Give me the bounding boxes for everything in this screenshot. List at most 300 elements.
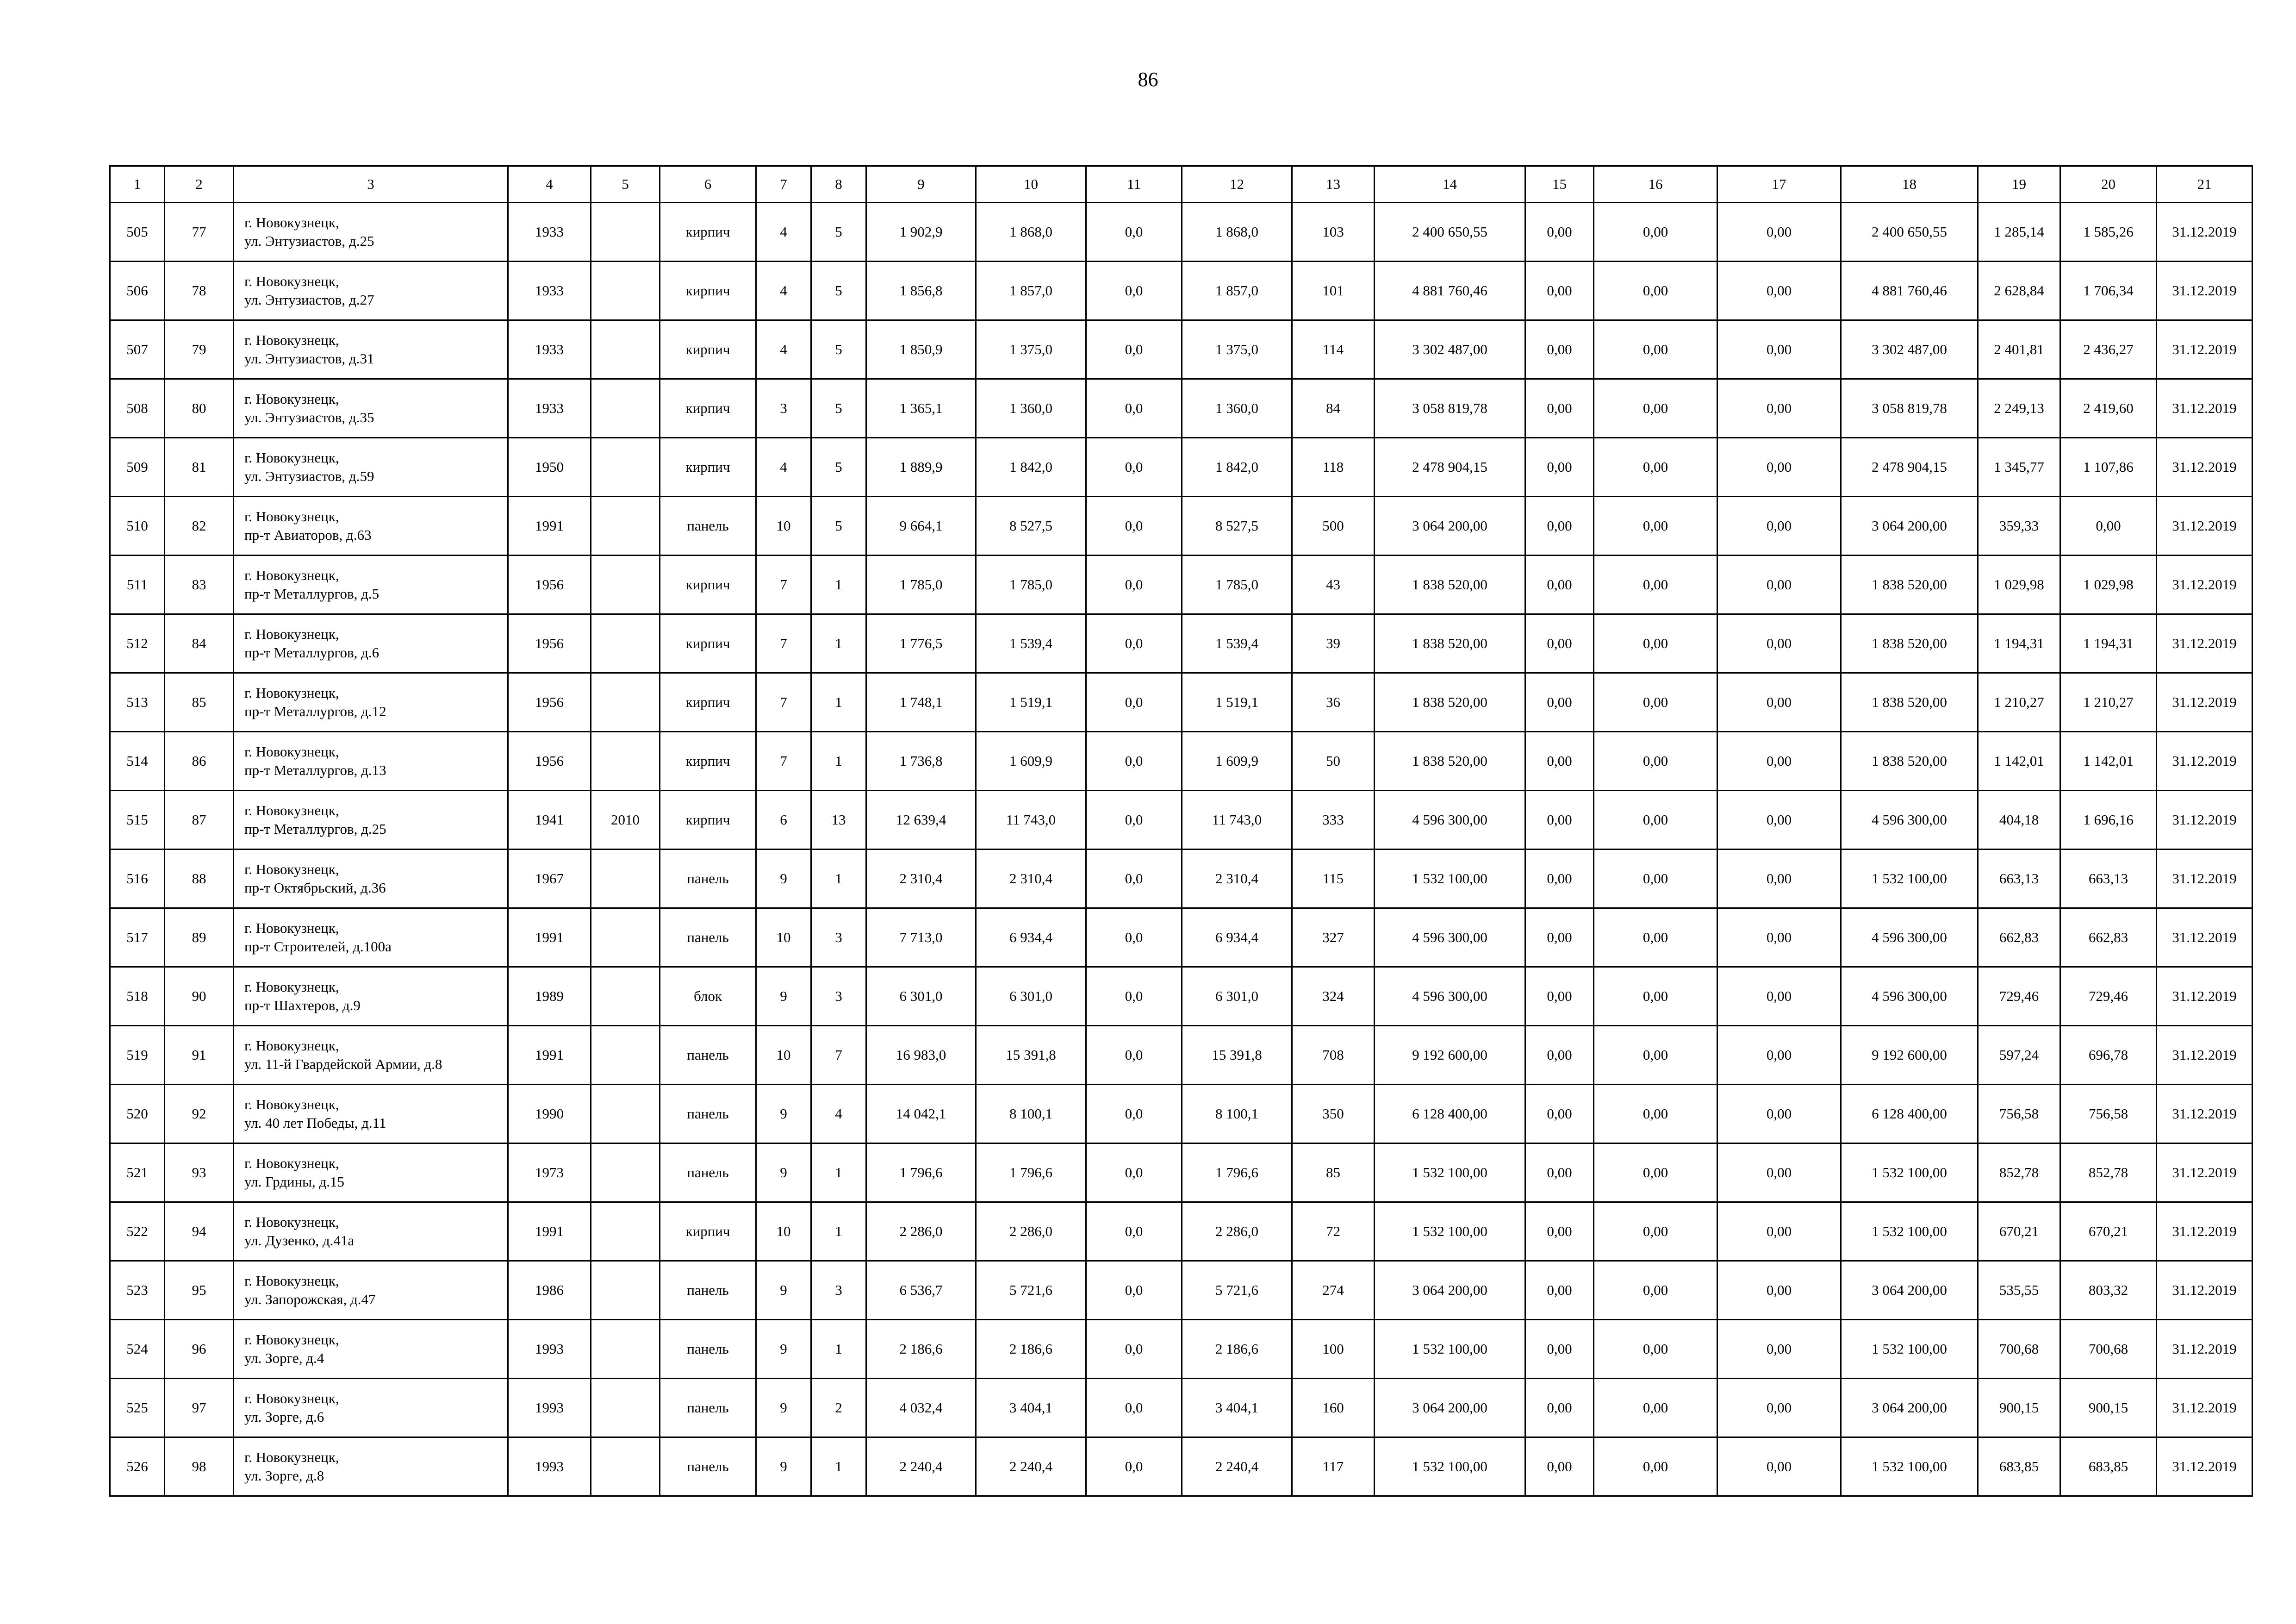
table-cell: 8 527,5 xyxy=(1182,497,1292,556)
table-cell: 0,00 xyxy=(1717,1143,1841,1202)
table-cell: 1 539,4 xyxy=(1182,614,1292,673)
address-city: г. Новокузнецк, xyxy=(244,214,339,231)
table-cell: 95 xyxy=(165,1261,234,1320)
table-cell: 0,00 xyxy=(1525,1320,1594,1379)
table-cell: кирпич xyxy=(660,614,756,673)
table-cell: 333 xyxy=(1292,791,1375,849)
table-cell: 9 192 600,00 xyxy=(1841,1026,1978,1085)
table-cell: 1 585,26 xyxy=(2060,203,2157,262)
table-cell: 1 796,6 xyxy=(1182,1143,1292,1202)
address-cell xyxy=(234,908,508,967)
table-cell: 31.12.2019 xyxy=(2157,673,2252,732)
address-street: ул. Энтузиастов, д.59 xyxy=(244,468,374,484)
table-cell: 9 664,1 xyxy=(866,497,976,556)
address-street: ул. Энтузиастов, д.35 xyxy=(244,409,374,425)
table-cell: 0,00 xyxy=(1717,614,1841,673)
table-cell: 1 029,98 xyxy=(1978,556,2060,614)
table-cell: 1967 xyxy=(508,849,591,908)
table-cell: 708 xyxy=(1292,1026,1375,1085)
table-cell: 0,00 xyxy=(1525,1261,1594,1320)
table-cell: 4 xyxy=(756,438,811,497)
address-city: г. Новокузнецк, xyxy=(244,626,339,642)
table-cell: 4 881 760,46 xyxy=(1841,262,1978,320)
table-cell: 5 xyxy=(811,497,866,556)
table-cell: 1 532 100,00 xyxy=(1375,849,1525,908)
table-cell: 0,00 xyxy=(1594,849,1717,908)
table-cell: 1 xyxy=(811,556,866,614)
table-cell: блок xyxy=(660,967,756,1026)
table-cell: 0,00 xyxy=(1525,1085,1594,1143)
table-cell: 0,00 xyxy=(1594,732,1717,791)
address-cell xyxy=(234,1320,508,1379)
table-cell: 852,78 xyxy=(1978,1143,2060,1202)
address-city: г. Новокузнецк, xyxy=(244,273,339,289)
table-cell: 12 639,4 xyxy=(866,791,976,849)
column-number-cell: 11 xyxy=(1086,166,1182,203)
table-cell: панель xyxy=(660,497,756,556)
table-cell: 4 596 300,00 xyxy=(1841,967,1978,1026)
table-cell: 81 xyxy=(165,438,234,497)
table-cell: 0,0 xyxy=(1086,203,1182,262)
table-cell: 3 xyxy=(811,967,866,1026)
table-cell: 10 xyxy=(756,1202,811,1261)
table-cell: панель xyxy=(660,1437,756,1496)
table-cell: 900,15 xyxy=(2060,1379,2157,1437)
table-cell: 1 210,27 xyxy=(1978,673,2060,732)
table-cell: кирпич xyxy=(660,262,756,320)
table-cell: 1956 xyxy=(508,673,591,732)
table-cell: 0,00 xyxy=(1594,438,1717,497)
table-cell xyxy=(591,438,660,497)
table-cell: 1 856,8 xyxy=(866,262,976,320)
table-cell: 5 xyxy=(811,203,866,262)
table-cell: 0,00 xyxy=(1594,1379,1717,1437)
table-cell: 31.12.2019 xyxy=(2157,732,2252,791)
table-cell: 500 xyxy=(1292,497,1375,556)
table-cell: 1956 xyxy=(508,614,591,673)
table-cell: 9 xyxy=(756,1320,811,1379)
table-cell: 683,85 xyxy=(2060,1437,2157,1496)
table-cell: 0,0 xyxy=(1086,614,1182,673)
table-cell: 0,00 xyxy=(1525,908,1594,967)
table-cell: 1933 xyxy=(508,203,591,262)
table-cell: 1941 xyxy=(508,791,591,849)
table-row xyxy=(110,203,2252,262)
table-cell: 7 xyxy=(756,556,811,614)
address-street: пр-т Металлургов, д.13 xyxy=(244,762,386,778)
address-cell xyxy=(234,1026,508,1085)
table-cell: 1956 xyxy=(508,732,591,791)
table-cell: 1933 xyxy=(508,379,591,438)
table-cell: 0,00 xyxy=(1594,1143,1717,1202)
table-cell: 1993 xyxy=(508,1379,591,1437)
table-cell: 0,00 xyxy=(1717,262,1841,320)
table-cell: 507 xyxy=(110,320,165,379)
table-cell: 0,00 xyxy=(1525,320,1594,379)
table-cell: 0,00 xyxy=(1717,320,1841,379)
table-cell: кирпич xyxy=(660,556,756,614)
table-cell: 3 058 819,78 xyxy=(1375,379,1525,438)
table-cell: кирпич xyxy=(660,203,756,262)
table-cell: 2 186,6 xyxy=(976,1320,1086,1379)
table-cell: 0,00 xyxy=(1717,1320,1841,1379)
table-cell: 700,68 xyxy=(2060,1320,2157,1379)
table-cell: 1 029,98 xyxy=(2060,556,2157,614)
address-city: г. Новокузнецк, xyxy=(244,979,339,995)
table-cell: 1 519,1 xyxy=(976,673,1086,732)
column-number-cell: 10 xyxy=(976,166,1086,203)
address-city: г. Новокузнецк, xyxy=(244,450,339,466)
table-cell: 2 240,4 xyxy=(866,1437,976,1496)
table-cell: 526 xyxy=(110,1437,165,1496)
table-cell: 15 391,8 xyxy=(1182,1026,1292,1085)
table-cell: 512 xyxy=(110,614,165,673)
table-cell: 662,83 xyxy=(1978,908,2060,967)
table-cell: 1 360,0 xyxy=(1182,379,1292,438)
table-cell: 31.12.2019 xyxy=(2157,1379,2252,1437)
table-row xyxy=(110,1085,2252,1143)
table-cell: 0,00 xyxy=(1525,732,1594,791)
address-city: г. Новокузнецк, xyxy=(244,920,339,936)
table-cell: 1 360,0 xyxy=(976,379,1086,438)
table-cell: 5 xyxy=(811,262,866,320)
address-cell xyxy=(234,1437,508,1496)
table-cell: 0,0 xyxy=(1086,320,1182,379)
table-cell: 2 401,81 xyxy=(1978,320,2060,379)
table-cell: 0,00 xyxy=(1525,1379,1594,1437)
table-cell: 82 xyxy=(165,497,234,556)
table-cell: 4 596 300,00 xyxy=(1375,967,1525,1026)
table-cell: 524 xyxy=(110,1320,165,1379)
table-cell: 1933 xyxy=(508,262,591,320)
address-cell xyxy=(234,1202,508,1261)
table-cell: 87 xyxy=(165,791,234,849)
address-city: г. Новокузнецк, xyxy=(244,1155,339,1171)
table-cell: кирпич xyxy=(660,379,756,438)
table-cell: 1 785,0 xyxy=(976,556,1086,614)
address-cell xyxy=(234,203,508,262)
table-cell: 7 xyxy=(756,732,811,791)
table-cell: 9 xyxy=(756,1143,811,1202)
table-cell: 6 934,4 xyxy=(1182,908,1292,967)
table-cell: 3 xyxy=(756,379,811,438)
table-cell: 517 xyxy=(110,908,165,967)
table-cell: 852,78 xyxy=(2060,1143,2157,1202)
table-row xyxy=(110,791,2252,849)
table-cell: 50 xyxy=(1292,732,1375,791)
table-cell: 31.12.2019 xyxy=(2157,1437,2252,1496)
address-city: г. Новокузнецк, xyxy=(244,861,339,877)
table-row xyxy=(110,1320,2252,1379)
table-cell: 36 xyxy=(1292,673,1375,732)
table-cell: 91 xyxy=(165,1026,234,1085)
address-cell xyxy=(234,438,508,497)
table-cell: 2 436,27 xyxy=(2060,320,2157,379)
table-cell: 0,0 xyxy=(1086,791,1182,849)
table-cell: 0,00 xyxy=(1525,438,1594,497)
table-cell xyxy=(591,203,660,262)
table-cell: 1950 xyxy=(508,438,591,497)
table-cell: 6 536,7 xyxy=(866,1261,976,1320)
table-cell: 1 365,1 xyxy=(866,379,976,438)
table-cell: панель xyxy=(660,1085,756,1143)
table-cell: 0,00 xyxy=(1594,1085,1717,1143)
table-cell: 0,00 xyxy=(1594,1261,1717,1320)
table-cell: 2 186,6 xyxy=(1182,1320,1292,1379)
table-cell: 506 xyxy=(110,262,165,320)
table-cell: 1 532 100,00 xyxy=(1375,1143,1525,1202)
table-cell: 9 192 600,00 xyxy=(1375,1026,1525,1085)
table-cell: 115 xyxy=(1292,849,1375,908)
table-cell: 2 400 650,55 xyxy=(1375,203,1525,262)
table-cell: 88 xyxy=(165,849,234,908)
column-number-cell: 14 xyxy=(1375,166,1525,203)
table-cell: 1 142,01 xyxy=(1978,732,2060,791)
table-cell: 1 xyxy=(811,614,866,673)
table-cell xyxy=(591,673,660,732)
table-cell: 0,0 xyxy=(1086,1085,1182,1143)
table-cell: 2 628,84 xyxy=(1978,262,2060,320)
address-cell xyxy=(234,497,508,556)
table-cell: 0,00 xyxy=(1594,1026,1717,1085)
table-cell: 662,83 xyxy=(2060,908,2157,967)
table-cell: 0,00 xyxy=(1717,379,1841,438)
table-cell: 1 748,1 xyxy=(866,673,976,732)
table-cell: 3 064 200,00 xyxy=(1841,1261,1978,1320)
table-cell: 1 889,9 xyxy=(866,438,976,497)
address-cell xyxy=(234,967,508,1026)
table-cell: 1 xyxy=(811,849,866,908)
table-cell: 1 902,9 xyxy=(866,203,976,262)
table-cell: 1989 xyxy=(508,967,591,1026)
table-cell: 3 xyxy=(811,908,866,967)
table-cell: 514 xyxy=(110,732,165,791)
address-city: г. Новокузнецк, xyxy=(244,1390,339,1406)
table-cell: 84 xyxy=(1292,379,1375,438)
table-cell: 1 838 520,00 xyxy=(1841,614,1978,673)
table-cell: 0,0 xyxy=(1086,556,1182,614)
address-city: г. Новокузнецк, xyxy=(244,508,339,525)
column-number-cell: 3 xyxy=(234,166,508,203)
table-cell xyxy=(591,1085,660,1143)
table-cell: 0,0 xyxy=(1086,1379,1182,1437)
table-cell: 85 xyxy=(165,673,234,732)
table-cell: 511 xyxy=(110,556,165,614)
table-cell: 0,00 xyxy=(1594,967,1717,1026)
table-row xyxy=(110,1437,2252,1496)
table-cell: 1993 xyxy=(508,1437,591,1496)
table-cell: 6 301,0 xyxy=(1182,967,1292,1026)
table-cell: 1 842,0 xyxy=(976,438,1086,497)
table-cell: 1991 xyxy=(508,1202,591,1261)
column-number-cell: 15 xyxy=(1525,166,1594,203)
table-cell: 0,0 xyxy=(1086,849,1182,908)
table-row xyxy=(110,1202,2252,1261)
table-cell: 404,18 xyxy=(1978,791,2060,849)
table-cell: 1 868,0 xyxy=(976,203,1086,262)
table-cell: 4 xyxy=(756,262,811,320)
table-cell: 0,00 xyxy=(1525,967,1594,1026)
table-cell: 0,00 xyxy=(1525,1437,1594,1496)
table-cell: 0,00 xyxy=(1717,1261,1841,1320)
table-cell xyxy=(591,908,660,967)
table-cell: 1986 xyxy=(508,1261,591,1320)
table-cell: 94 xyxy=(165,1202,234,1261)
table-cell: 9 xyxy=(756,967,811,1026)
table-cell: 0,00 xyxy=(1525,497,1594,556)
table-cell: 0,00 xyxy=(1594,262,1717,320)
table-cell xyxy=(591,262,660,320)
table-cell xyxy=(591,320,660,379)
page-number: 86 xyxy=(1138,68,1158,91)
table-cell: 6 128 400,00 xyxy=(1841,1085,1978,1143)
table-cell: 31.12.2019 xyxy=(2157,967,2252,1026)
table-cell: 31.12.2019 xyxy=(2157,203,2252,262)
table-cell: 0,00 xyxy=(1525,1143,1594,1202)
table-cell: 1993 xyxy=(508,1320,591,1379)
address-street: ул. Зорге, д.8 xyxy=(244,1468,324,1484)
table-cell: 535,55 xyxy=(1978,1261,2060,1320)
table-cell: 0,00 xyxy=(1594,556,1717,614)
table-cell: 1 142,01 xyxy=(2060,732,2157,791)
table-row xyxy=(110,497,2252,556)
table-cell: 13 xyxy=(811,791,866,849)
table-cell: 1 706,34 xyxy=(2060,262,2157,320)
table-cell xyxy=(591,1202,660,1261)
table-cell: 160 xyxy=(1292,1379,1375,1437)
table-row xyxy=(110,1143,2252,1202)
table-cell: 31.12.2019 xyxy=(2157,497,2252,556)
table-cell: 0,00 xyxy=(1594,379,1717,438)
table-cell: 2 478 904,15 xyxy=(1841,438,1978,497)
table-cell: 4 596 300,00 xyxy=(1841,791,1978,849)
table-cell: 1 375,0 xyxy=(1182,320,1292,379)
table-cell: 5 xyxy=(811,379,866,438)
table-cell: 0,0 xyxy=(1086,1202,1182,1261)
table-cell: 1 194,31 xyxy=(2060,614,2157,673)
table-cell: 3 404,1 xyxy=(1182,1379,1292,1437)
table-cell: 1 857,0 xyxy=(976,262,1086,320)
table-cell: 100 xyxy=(1292,1320,1375,1379)
table-cell: 77 xyxy=(165,203,234,262)
table-cell: 39 xyxy=(1292,614,1375,673)
table-cell: 80 xyxy=(165,379,234,438)
table-cell: 0,00 xyxy=(1717,1379,1841,1437)
table-cell: 3 064 200,00 xyxy=(1841,1379,1978,1437)
table-cell: 0,00 xyxy=(1594,614,1717,673)
column-number-cell: 20 xyxy=(2060,166,2157,203)
table-cell: 508 xyxy=(110,379,165,438)
table-cell: 803,32 xyxy=(2060,1261,2157,1320)
table-cell: 1 736,8 xyxy=(866,732,976,791)
address-cell xyxy=(234,1379,508,1437)
table-cell: 5 721,6 xyxy=(1182,1261,1292,1320)
table-cell: 31.12.2019 xyxy=(2157,556,2252,614)
table-cell: 0,00 xyxy=(1525,791,1594,849)
column-number-cell: 12 xyxy=(1182,166,1292,203)
table-cell: 1933 xyxy=(508,320,591,379)
table-row xyxy=(110,1379,2252,1437)
table-cell: 9 xyxy=(756,1437,811,1496)
table-cell: 7 xyxy=(756,673,811,732)
column-number-row xyxy=(110,166,2252,203)
table-cell: 1 776,5 xyxy=(866,614,976,673)
address-street: пр-т Металлургов, д.12 xyxy=(244,703,386,719)
table-cell: 3 064 200,00 xyxy=(1841,497,1978,556)
table-cell xyxy=(591,556,660,614)
address-city: г. Новокузнецк, xyxy=(244,1331,339,1348)
column-number-cell: 16 xyxy=(1594,166,1717,203)
table-cell: 31.12.2019 xyxy=(2157,262,2252,320)
table-cell: 0,00 xyxy=(1717,791,1841,849)
table-cell: 1 842,0 xyxy=(1182,438,1292,497)
address-cell xyxy=(234,556,508,614)
column-number-cell: 18 xyxy=(1841,166,1978,203)
table-cell: 0,00 xyxy=(1717,849,1841,908)
address-street: ул. Запорожская, д.47 xyxy=(244,1291,376,1307)
table-cell: 515 xyxy=(110,791,165,849)
table-cell xyxy=(591,967,660,1026)
table-cell: 1 532 100,00 xyxy=(1841,1437,1978,1496)
table-row xyxy=(110,908,2252,967)
table-cell: 1 xyxy=(811,1320,866,1379)
table-cell: 0,00 xyxy=(1594,1320,1717,1379)
table-cell: 0,0 xyxy=(1086,1320,1182,1379)
table-cell: 8 100,1 xyxy=(976,1085,1086,1143)
address-city: г. Новокузнецк, xyxy=(244,1273,339,1289)
table-cell xyxy=(591,1320,660,1379)
table-cell: 522 xyxy=(110,1202,165,1261)
table-cell: 4 xyxy=(756,320,811,379)
table-cell: 10 xyxy=(756,908,811,967)
table-cell: 1 868,0 xyxy=(1182,203,1292,262)
address-city: г. Новокузнецк, xyxy=(244,391,339,407)
table-cell: 1 785,0 xyxy=(1182,556,1292,614)
table-cell: 0,00 xyxy=(1717,1437,1841,1496)
table-cell: 0,00 xyxy=(1594,908,1717,967)
table-cell: 327 xyxy=(1292,908,1375,967)
table-cell: 31.12.2019 xyxy=(2157,791,2252,849)
table-cell: 525 xyxy=(110,1379,165,1437)
table-cell xyxy=(591,1143,660,1202)
address-street: ул. 11-й Гвардейской Армии, д.8 xyxy=(244,1056,442,1072)
address-city: г. Новокузнецк, xyxy=(244,332,339,348)
table-cell: 513 xyxy=(110,673,165,732)
table-cell: 2 310,4 xyxy=(1182,849,1292,908)
address-city: г. Новокузнецк, xyxy=(244,1096,339,1112)
table-cell: кирпич xyxy=(660,320,756,379)
address-street: пр-т Металлургов, д.6 xyxy=(244,644,380,661)
table-cell: 663,13 xyxy=(1978,849,2060,908)
table-cell: 1990 xyxy=(508,1085,591,1143)
table-cell: 0,00 xyxy=(1594,791,1717,849)
column-number-cell: 1 xyxy=(110,166,165,203)
table-cell: 31.12.2019 xyxy=(2157,1202,2252,1261)
table-cell: кирпич xyxy=(660,791,756,849)
table-cell: 1 532 100,00 xyxy=(1841,1202,1978,1261)
table-cell: 15 391,8 xyxy=(976,1026,1086,1085)
table-cell: 0,00 xyxy=(1717,1202,1841,1261)
table-row xyxy=(110,673,2252,732)
table-cell: 1 375,0 xyxy=(976,320,1086,379)
table-cell: 31.12.2019 xyxy=(2157,614,2252,673)
table-cell: панель xyxy=(660,1261,756,1320)
table-cell: 2 249,13 xyxy=(1978,379,2060,438)
table-cell: 729,46 xyxy=(1978,967,2060,1026)
table-cell: 6 301,0 xyxy=(866,967,976,1026)
table-cell: 1991 xyxy=(508,1026,591,1085)
table-cell: 8 527,5 xyxy=(976,497,1086,556)
